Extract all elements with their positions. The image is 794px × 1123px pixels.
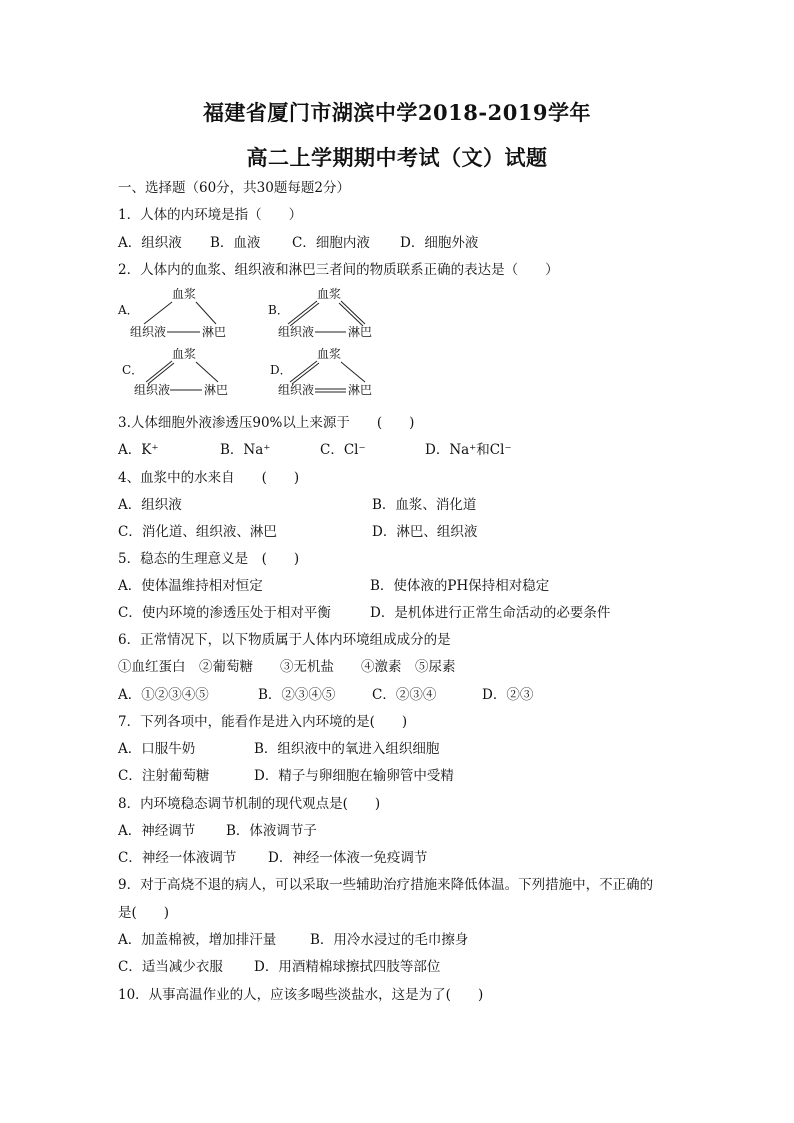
q7-option-c: C．注射葡萄糖 — [118, 768, 210, 784]
q9-option-b: B．用冷水浸过的毛巾擦身 — [310, 932, 469, 948]
diagram-b-letter: B． — [268, 303, 289, 317]
q8-option-c: C．神经一体液调节 — [118, 850, 237, 866]
diagram-d-right: 淋巴 — [348, 383, 373, 397]
diagram-c-right: 淋巴 — [204, 383, 229, 397]
question-2-stem: 2．人体内的血浆、组织液和淋巴三者间的物质联系正确的表达是（ ） — [118, 262, 559, 278]
q6-option-c: C．②③④ — [372, 687, 437, 703]
q3-option-d: D．Na⁺和Cl⁻ — [425, 442, 512, 458]
question-4-stem: 4、血浆中的水来自 ( ) — [118, 470, 300, 486]
q7-option-a: A．口服牛奶 — [118, 741, 196, 757]
q6-option-a: A．①②③④⑤ — [118, 687, 209, 703]
q5-option-a: A．使体温维持相对恒定 — [118, 578, 263, 594]
title-line-2: 高二上学期期中考试（文）试题 — [246, 145, 548, 170]
diagram-a-top: 血浆 — [172, 287, 197, 301]
q2-diagram-b — [268, 286, 372, 339]
diagram-a-left: 组织液 — [130, 325, 167, 339]
q2-diagram-c — [122, 346, 228, 397]
q5-option-c: C．使内环境的渗透压处于相对平衡 — [118, 605, 331, 621]
q8-option-b: B．体液调节子 — [226, 823, 317, 839]
question-9-stem-cont: 是( ) — [118, 905, 170, 921]
q8-option-a: A．神经调节 — [118, 823, 196, 839]
q4-option-d: D．淋巴、组织液 — [372, 524, 478, 540]
q6-option-d: D．②③ — [482, 687, 534, 703]
q1-option-a: A．组织液 — [118, 235, 182, 251]
q4-option-c: C．消化道、组织液、淋巴 — [118, 524, 277, 540]
diagram-c-left: 组织液 — [134, 383, 171, 397]
question-5-stem: 5．稳态的生理意义是 ( ) — [118, 551, 300, 567]
q8-option-d: D．神经一体液一免疫调节 — [268, 850, 428, 866]
q1-option-c: C．细胞内液 — [292, 235, 370, 251]
section-heading: 一、选择题（60分，共30题每题2分） — [118, 180, 350, 196]
diagram-d-left: 组织液 — [278, 383, 315, 397]
diagram-c-letter: C． — [122, 363, 144, 377]
question-3-stem: 3.人体细胞外液渗透压90%以上来源于 ( ) — [118, 415, 415, 431]
diagram-b-left: 组织液 — [278, 325, 315, 339]
q4-option-a: A．组织液 — [118, 497, 182, 513]
question-10-stem: 10．从事高温作业的人，应该多喝些淡盐水，这是为了( ) — [118, 987, 484, 1003]
q3-option-a: A．K⁺ — [118, 442, 159, 458]
question-1-stem: 1．人体的内环境是指（ ） — [118, 207, 303, 223]
q7-option-b: B．组织液中的氧进入组织细胞 — [254, 741, 440, 757]
question-8-stem: 8．内环境稳态调节机制的现代观点是( ) — [118, 796, 381, 812]
q2-diagram-d — [270, 346, 372, 397]
q9-option-c: C．适当减少衣服 — [118, 959, 223, 975]
diagram-a-letter: A． — [118, 303, 139, 317]
title-line-1: 福建省厦门市湖滨中学2018-2019学年 — [202, 100, 592, 125]
diagram-b-top: 血浆 — [317, 287, 342, 301]
diagram-a-right: 淋巴 — [202, 325, 227, 339]
q6-option-b: B．②③④⑤ — [258, 687, 336, 703]
q1-option-b: B．血液 — [210, 235, 261, 251]
q5-option-b: B．使体液的PH保持相对稳定 — [370, 578, 550, 594]
diagram-d-letter: D． — [270, 363, 292, 377]
q2-diagram-a — [117, 286, 226, 339]
q4-option-b: B．血浆、消化道 — [372, 497, 477, 513]
q7-option-d: D．精子与卵细胞在输卵管中受精 — [254, 768, 454, 784]
question-6-stem: 6．正常情况下，以下物质属于人体内环境组成成分的是 — [118, 632, 451, 648]
q5-option-d: D．是机体进行正常生命活动的必要条件 — [370, 605, 611, 621]
diagram-d-top: 血浆 — [317, 347, 342, 361]
diagram-b-right: 淋巴 — [348, 325, 373, 339]
q1-option-d: D．细胞外液 — [400, 235, 479, 251]
q3-option-c: C．Cl⁻ — [320, 442, 366, 458]
diagram-c-top: 血浆 — [172, 347, 197, 361]
question-7-stem: 7．下列各项中，能看作是进入内环境的是( ) — [118, 714, 408, 730]
q9-option-a: A．加盖棉被，增加排汗量 — [118, 932, 277, 948]
question-6-items: ①血红蛋白 ②葡萄糖 ③无机盐 ④激素 ⑤尿素 — [118, 659, 456, 675]
question-9-stem: 9．对于高烧不退的病人，可以采取一些辅助治疗措施来降低体温。下列措施中，不正确的 — [118, 877, 654, 893]
q2-diagrams — [110, 284, 400, 406]
q9-option-d: D．用酒精棉球擦拭四肢等部位 — [254, 959, 441, 975]
q3-option-b: B．Na⁺ — [220, 442, 271, 458]
